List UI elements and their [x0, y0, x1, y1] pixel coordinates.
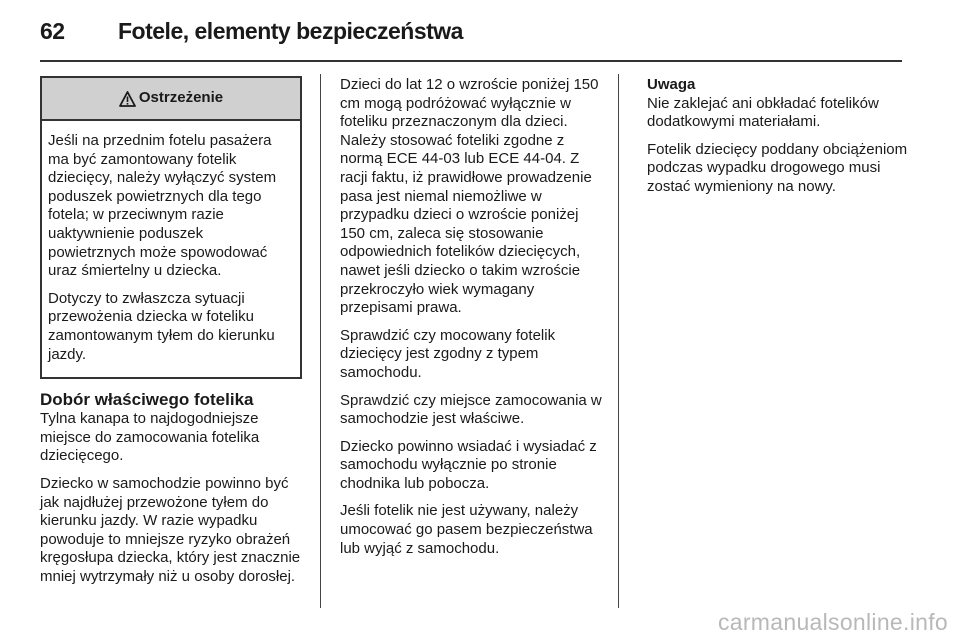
section-paragraph: Tylna kanapa to najdogodniejsze miejsce do zamocowania fotelika dziecięcego.	[40, 410, 260, 465]
page-header	[40, 18, 902, 58]
note-paragraph: Fotelik dziecięcy poddany obciążeniom podczas wypadku drogowego musi zostać wymieniony na nowy.	[647, 140, 908, 195]
section-paragraph: Dziecko w samochodzie powinno być jak najdłużej przewożone tyłem do kierunku jazdy. W razie wypadku powoduje to mniejsze ryzyko obrażeń kręgosłupa dziecka, który jest znacznie mniej wytrzymały niż u osoby dorosłej.	[40, 474, 301, 585]
column-1	[40, 76, 302, 595]
page-number: 62	[40, 18, 65, 44]
warning-body	[42, 121, 300, 377]
warning-title: Ostrzeżenie	[138, 89, 224, 107]
body-paragraph: Dzieci do lat 12 o wzroście poniżej 150 cm mogą podróżować wyłącznie w foteliku przeznaczonym dla dzieci. Należy stosować foteliki zgodne z normą ECE 44-03 lub ECE 44-04. Z racji faktu, iż prawidłowe prowadzenie pasa jest niemal niemożliwe w przypadku dzieci o wzroście poniżej 150 cm, zaleca się stosowanie odpowiednich fotelików dziecięcych, nawet jeśli dziecko o takim wzroście przekroczyło wiek wymagany przepisami prawa.	[340, 76, 599, 317]
warning-paragraph: Dotyczy to zwłaszcza sytuacji przewożenia dziecka w foteliku zamontowanym tyłem do kierunku jazdy.	[48, 289, 275, 363]
column-3	[647, 76, 909, 206]
note-heading: Uwaga	[647, 76, 696, 93]
column-divider-1	[320, 74, 321, 608]
body-paragraph: Jeśli fotelik nie jest używany, należy umocować go pasem bezpieczeństwa lub wyjąć z samochodu.	[340, 502, 593, 557]
body-paragraph: Sprawdzić czy miejsce zamocowania w samochodzie jest właściwe.	[340, 391, 602, 428]
page-title: Fotele, elementy bezpieczeństwa	[118, 18, 463, 44]
warning-box	[40, 76, 302, 379]
warning-paragraph: Jeśli na przednim fotelu pasażera ma być zamontowany fotelik dziecięcy, należy wyłączyć system poduszek powietrznych dla tego fotela; w przeciwnym razie uaktywnienie poduszek powietrznych może spowodować uraz śmiertelny u dziecka.	[48, 132, 277, 280]
column-2	[340, 76, 602, 567]
watermark: carmanualsonline.info	[717, 609, 948, 635]
section-heading: Dobór właściwego fotelika	[40, 390, 254, 410]
body-paragraph: Dziecko powinno wsiadać i wysiadać z samochodu wyłącznie po stronie chodnika lub pobocza.	[340, 437, 597, 492]
column-divider-2	[618, 74, 619, 608]
header-divider	[40, 60, 902, 62]
body-paragraph: Sprawdzić czy mocowany fotelik dziecięcy jest zgodny z typem samochodu.	[340, 326, 556, 381]
warning-header	[42, 78, 300, 121]
warning-triangle-icon	[119, 91, 136, 107]
note-paragraph: Nie zaklejać ani obkładać fotelików dodatkowymi materiałami.	[647, 94, 879, 131]
